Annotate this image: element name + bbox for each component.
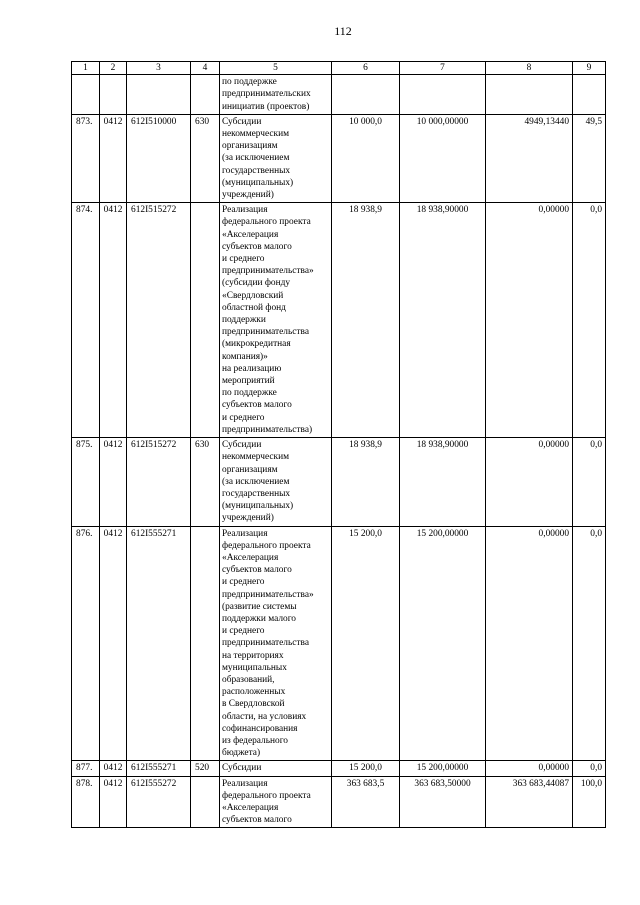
- item-name-cell: Реализация федерального проекта «Акселерация субъектов малого и среднего предпринимательства» (развитие системы поддержки малого и среднего предпринимательства на территориях муниципальных образований, расположенных в Свердловской области, на условиях софинансирования из федерального бюджета): [220, 526, 332, 761]
- expense-type-cell: 520: [191, 761, 220, 776]
- table-row: [72, 114, 606, 202]
- row-number-cell: 873.: [72, 114, 100, 202]
- expense-type-cell: 630: [191, 438, 220, 526]
- table-row: [72, 203, 606, 438]
- row-number-cell: 877.: [72, 761, 100, 776]
- section-code-cell: 0412: [100, 776, 127, 828]
- percent-executed-cell: 0,0: [573, 438, 606, 526]
- column-header: 5: [220, 62, 332, 75]
- planned-amount-cell: 15 200,00000: [400, 526, 486, 761]
- row-number-cell: [72, 75, 100, 115]
- target-article-cell: 612I555271: [127, 526, 191, 761]
- target-article-cell: 612I510000: [127, 114, 191, 202]
- column-header: 3: [127, 62, 191, 75]
- target-article-cell: 612I515272: [127, 203, 191, 438]
- executed-amount-cell: [486, 75, 573, 115]
- approved-amount-cell: 15 200,0: [332, 526, 400, 761]
- section-code-cell: 0412: [100, 203, 127, 438]
- item-name-cell: Реализация федерального проекта «Акселерация субъектов малого: [220, 776, 332, 828]
- target-article-cell: [127, 75, 191, 115]
- expense-type-cell: [191, 776, 220, 828]
- executed-amount-cell: 0,00000: [486, 526, 573, 761]
- expense-type-cell: [191, 203, 220, 438]
- percent-executed-cell: 0,0: [573, 761, 606, 776]
- column-header: 2: [100, 62, 127, 75]
- table-row: [72, 526, 606, 761]
- header-row: [72, 62, 606, 75]
- approved-amount-cell: 15 200,0: [332, 761, 400, 776]
- planned-amount-cell: 363 683,50000: [400, 776, 486, 828]
- percent-executed-cell: 0,0: [573, 526, 606, 761]
- section-code-cell: [100, 75, 127, 115]
- executed-amount-cell: 0,00000: [486, 761, 573, 776]
- approved-amount-cell: 363 683,5: [332, 776, 400, 828]
- executed-amount-cell: 0,00000: [486, 203, 573, 438]
- table-row: [72, 761, 606, 776]
- planned-amount-cell: 18 938,90000: [400, 203, 486, 438]
- row-number-cell: 878.: [72, 776, 100, 828]
- target-article-cell: 612I515272: [127, 438, 191, 526]
- item-name-cell: Субсидии некоммерческим организациям (за исключением государственных (муниципальных) учреждений): [220, 438, 332, 526]
- planned-amount-cell: 10 000,00000: [400, 114, 486, 202]
- row-number-cell: 874.: [72, 203, 100, 438]
- column-header: 6: [332, 62, 400, 75]
- approved-amount-cell: 18 938,9: [332, 203, 400, 438]
- expense-type-cell: [191, 526, 220, 761]
- item-name-cell: Субсидии: [220, 761, 332, 776]
- approved-amount-cell: 10 000,0: [332, 114, 400, 202]
- item-name-cell: Субсидии некоммерческим организациям (за исключением государственных (муниципальных) учреждений): [220, 114, 332, 202]
- approved-amount-cell: 18 938,9: [332, 438, 400, 526]
- section-code-cell: 0412: [100, 438, 127, 526]
- table-row: [72, 438, 606, 526]
- column-header: 9: [573, 62, 606, 75]
- column-header: 4: [191, 62, 220, 75]
- section-code-cell: 0412: [100, 761, 127, 776]
- expense-type-cell: 630: [191, 114, 220, 202]
- item-name-cell: по поддержке предпринимательских инициатив (проектов): [220, 75, 332, 115]
- planned-amount-cell: 18 938,90000: [400, 438, 486, 526]
- target-article-cell: 612I555272: [127, 776, 191, 828]
- percent-executed-cell: 100,0: [573, 776, 606, 828]
- expense-type-cell: [191, 75, 220, 115]
- section-code-cell: 0412: [100, 526, 127, 761]
- executed-amount-cell: 0,00000: [486, 438, 573, 526]
- row-number-cell: 875.: [72, 438, 100, 526]
- table-row: [72, 776, 606, 828]
- approved-amount-cell: [332, 75, 400, 115]
- table-row: [72, 75, 606, 115]
- target-article-cell: 612I555271: [127, 761, 191, 776]
- planned-amount-cell: [400, 75, 486, 115]
- page-number: 112: [334, 24, 352, 38]
- section-code-cell: 0412: [100, 114, 127, 202]
- percent-executed-cell: [573, 75, 606, 115]
- row-number-cell: 876.: [72, 526, 100, 761]
- column-header: 8: [486, 62, 573, 75]
- executed-amount-cell: 363 683,44087: [486, 776, 573, 828]
- percent-executed-cell: 49,5: [573, 114, 606, 202]
- item-name-cell: Реализация федерального проекта «Акселерация субъектов малого и среднего предпринимательства» (субсидии фонду «Свердловский областной фонд поддержки предпринимательства (микрокредитная компания)» на реализацию мероприятий по поддержке субъектов малого и среднего предпринимательства): [220, 203, 332, 438]
- budget-table: [71, 61, 606, 828]
- column-header: 1: [72, 62, 100, 75]
- executed-amount-cell: 4949,13440: [486, 114, 573, 202]
- column-header: 7: [400, 62, 486, 75]
- percent-executed-cell: 0,0: [573, 203, 606, 438]
- planned-amount-cell: 15 200,00000: [400, 761, 486, 776]
